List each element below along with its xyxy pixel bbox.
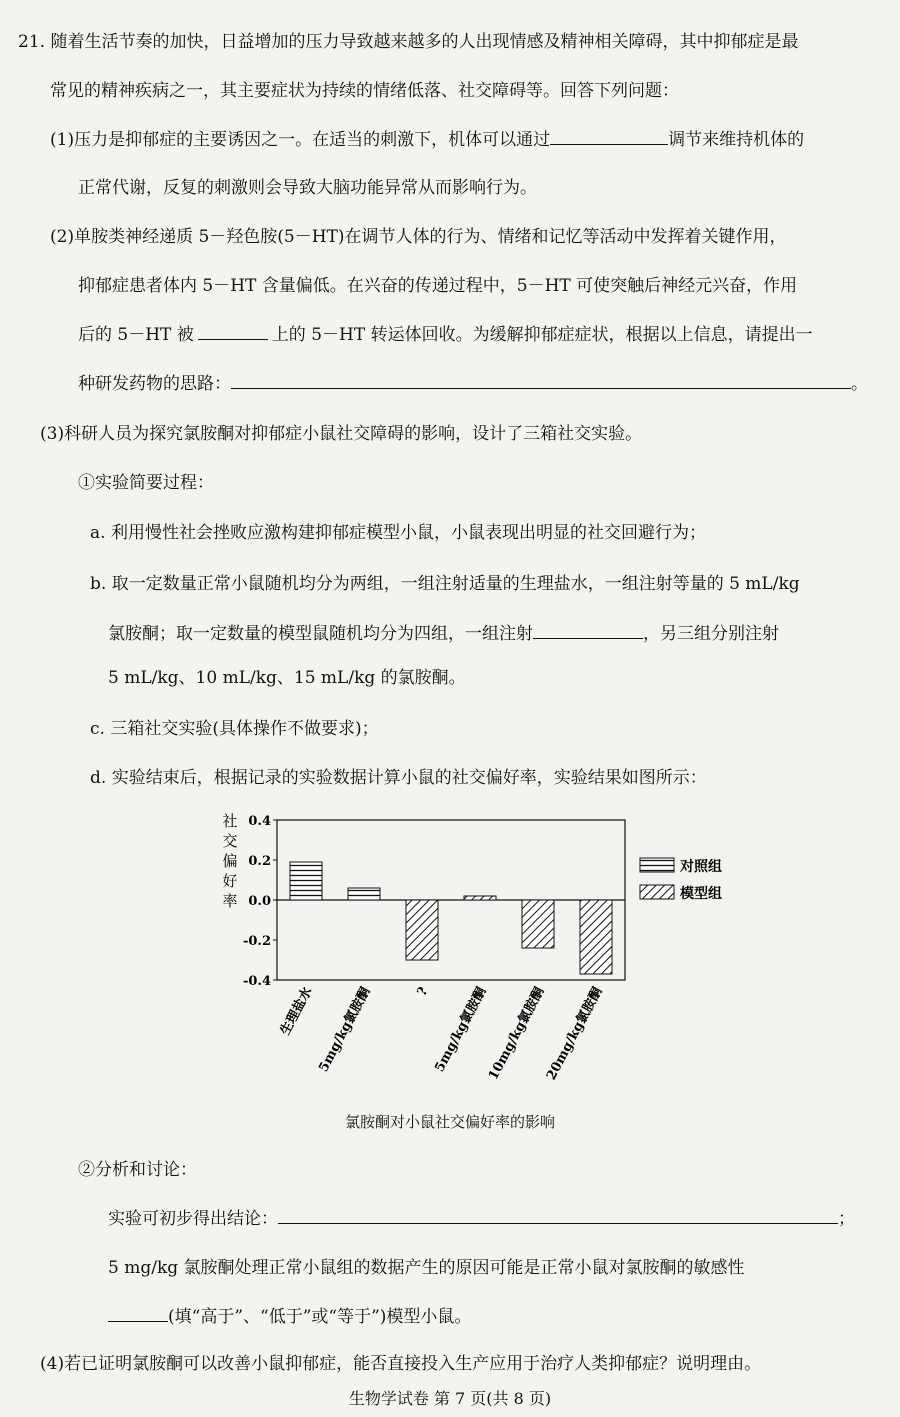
y-axis-label [222, 812, 237, 910]
x-tick-label: 5mg/kg氯胺酮 [316, 984, 374, 1075]
answer-blank-conclusion[interactable] [278, 1207, 838, 1224]
part3-intro: (3)科研人员为探究氯胺酮对抑郁症小鼠社交障碍的影响，设计了三箱社交实验。 [40, 424, 643, 444]
step-c: c. 三箱社交实验(具体操作不做要求)； [90, 719, 379, 739]
page-footer: 生物学试卷 第 7 页(共 8 页) [348, 1389, 552, 1408]
conclusion-label: 实验可初步得出结论： [108, 1209, 278, 1229]
question-intro-line1: 21. 随着生活节奏的加快，日益增加的压力导致越来越多的人出现情感及精神相关障碍，其中抑郁症是最 [18, 32, 799, 52]
sensitivity-line1: 5 mg/kg 氯胺酮处理正常小鼠组的数据产生的原因可能是正常小鼠对氯胺酮的敏感性 [108, 1258, 745, 1278]
step-b-text-a: 氯胺酮；取一定数量的模型鼠随机均分为四组，一组注射 [108, 624, 533, 644]
question-intro-line2: 常见的精神疾病之一，其主要症状为持续的情绪低落、社交障碍等。回答下列问题： [50, 81, 679, 101]
part4-question: (4)若已证明氯胺酮可以改善小鼠抑郁症，能否直接投入生产应用于治疗人类抑郁症？说明理由。 [40, 1354, 762, 1374]
y-axis-label-char: 好 [222, 872, 238, 890]
y-tick-label: 0.0 [248, 894, 271, 909]
part1-line1 [50, 128, 804, 152]
step-a: a. 利用慢性社会挫败应激构建抑郁症模型小鼠，小鼠表现出明显的社交回避行为； [90, 523, 706, 543]
model-bar [580, 900, 612, 974]
y-tick-label: 0.4 [248, 814, 271, 829]
x-tick-label: 20mg/kg氯胺酮 [544, 984, 606, 1083]
legend-swatch [640, 858, 674, 872]
step-d: d. 实验结束后，根据记录的实验数据计算小鼠的社交偏好率，实验结果如图所示： [90, 768, 707, 788]
conclusion-line [108, 1207, 855, 1231]
part1-text-b: 调节来维持机体的 [668, 130, 805, 150]
x-tick-label: 10mg/kg氯胺酮 [486, 984, 548, 1083]
answer-blank-regulation[interactable] [550, 128, 668, 145]
part2-line4 [78, 372, 868, 396]
chart-title: 氯胺酮对小鼠社交偏好率的影响 [344, 1113, 555, 1131]
part2-line1: (2)单胺类神经递质 5－羟色胺(5－HT)在调节人体的行为、情绪和记忆等活动中发挥着关键作用， [50, 227, 787, 247]
y-axis-label-char: 社 [222, 812, 238, 830]
answer-blank-drug-idea[interactable] [231, 372, 851, 389]
part2-end-mark: 。 [851, 374, 868, 394]
control-bar [290, 862, 322, 900]
y-axis-label-char: 偏 [222, 852, 238, 870]
social-preference-chart [215, 808, 735, 1128]
conclusion-end-mark: ； [838, 1209, 855, 1229]
step2-heading: ②分析和讨论： [78, 1160, 197, 1180]
step-b-line1: b. 取一定数量正常小鼠随机均分为两组，一组注射适量的生理盐水，一组注射等量的 5 mL/kg [90, 574, 800, 594]
control-bar [348, 888, 380, 900]
x-tick-label: 生理盐水 [277, 984, 316, 1038]
y-tick-label: 0.2 [248, 854, 271, 869]
step1-heading: ①实验简要过程： [78, 473, 214, 493]
model-bar [464, 896, 496, 900]
model-bar [406, 900, 438, 960]
answer-blank-injection[interactable] [533, 622, 643, 639]
legend-swatch [640, 885, 674, 899]
part2-line3 [78, 323, 813, 347]
sensitivity-line2 [108, 1305, 471, 1329]
sensitivity-text: (填“高于”、“低于”或“等于”)模型小鼠。 [168, 1307, 472, 1327]
step-b-line2 [108, 622, 779, 646]
y-tick-label: -0.4 [242, 974, 271, 989]
part1-text-a: (1)压力是抑郁症的主要诱因之一。在适当的刺激下，机体可以通过 [50, 130, 551, 150]
step-b-text-b: ，另三组分别注射 [643, 624, 779, 644]
legend-label: 模型组 [680, 886, 722, 902]
model-bar [522, 900, 554, 948]
part2-line2: 抑郁症患者体内 5－HT 含量偏低。在兴奋的传递过程中，5－HT 可使突触后神经元兴奋，作用 [78, 276, 798, 296]
answer-blank-sensitivity[interactable] [108, 1305, 168, 1322]
part2-text-c2: 上的 5－HT 转运体回收。为缓解抑郁症症状，根据以上信息，请提出一 [271, 325, 813, 345]
y-tick-label: -0.2 [242, 934, 271, 949]
legend-label: 对照组 [680, 859, 722, 875]
y-axis-label-char: 率 [222, 892, 238, 910]
part2-text-d: 种研发药物的思路： [78, 374, 231, 394]
part2-text-c1: 后的 5－HT 被 [78, 325, 194, 345]
y-axis-label-char: 交 [222, 832, 238, 850]
step-b-line3: 5 mL/kg、10 mL/kg、15 mL/kg 的氯胺酮。 [108, 668, 466, 688]
x-tick-label: ? [414, 984, 432, 999]
part1-line2: 正常代谢，反复的刺激则会导致大脑功能异常从而影响行为。 [78, 178, 537, 198]
x-tick-label: 5mg/kg氯胺酮 [432, 984, 490, 1075]
answer-blank-location[interactable] [198, 323, 268, 340]
